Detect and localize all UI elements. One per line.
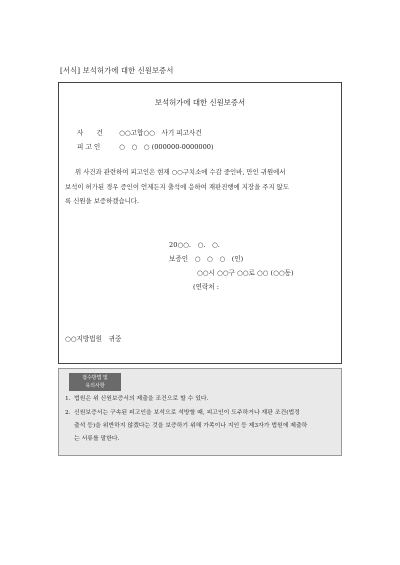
defendant-key: 피 고 인: [77, 143, 101, 151]
note-line: 출석 등)을 위반하지 않겠다는 것을 보증하기 위해 가족이나 지인 등 제3자가 법원에 제출하: [74, 423, 308, 429]
notes-box: [58, 368, 342, 456]
body-line: 록 신원을 보증하겠습니다.: [65, 197, 140, 205]
case-key: 사 건: [77, 129, 103, 137]
notes-tag: [69, 373, 121, 391]
note-number: 1.: [65, 396, 71, 402]
contact: (연락처 :: [193, 283, 219, 291]
body-line: 위 사건과 관련하여 피고인은 현재 ○○구치소에 수감 중인바, 만인 귀원에서: [75, 168, 286, 176]
defendant-value: ○ ○ ○ (000000-0000000): [119, 143, 214, 151]
note-number: 2.: [65, 410, 71, 416]
note-line: 법원은 위 신원보증서의 제출을 조건으로 할 수 있다.: [74, 396, 209, 402]
court-addressee: ○○지방법원 귀중: [65, 335, 122, 343]
body-paragraph: [65, 165, 335, 209]
document-title: 보석허가에 대한 신원보증서: [154, 98, 246, 107]
note-item: [65, 407, 333, 446]
note-item: [65, 393, 333, 406]
defendant-row: [77, 141, 214, 151]
note-line: 는 서류를 말한다.: [74, 436, 120, 442]
address: ○○시 ○○구 ○○로 ○○ (○○동): [197, 269, 294, 277]
date: 20○○. ○. ○.: [169, 241, 220, 249]
case-row: [77, 127, 202, 137]
notes-tag-line: 유의사항: [85, 383, 105, 389]
body-line: 보석이 허가된 경우 증인이 언제든지 출석에 응하여 재판진행에 지장을 주지 않도: [65, 182, 290, 191]
notes-tag-line: 접수방법 및: [82, 375, 108, 381]
form-label: [서식] 보석허가에 대한 신원보증서: [60, 66, 174, 75]
guarantor: 보증인 ○ ○ ○ (인): [169, 255, 244, 263]
guarantee-document: [58, 82, 342, 364]
note-line: 신원보증서는 구속된 피고인을 보석으로 석방할 때, 피고인이 도주하거나 재판 조건(법정: [74, 410, 300, 416]
case-value: ○○고합○○ 사기 피고사건: [119, 129, 202, 137]
